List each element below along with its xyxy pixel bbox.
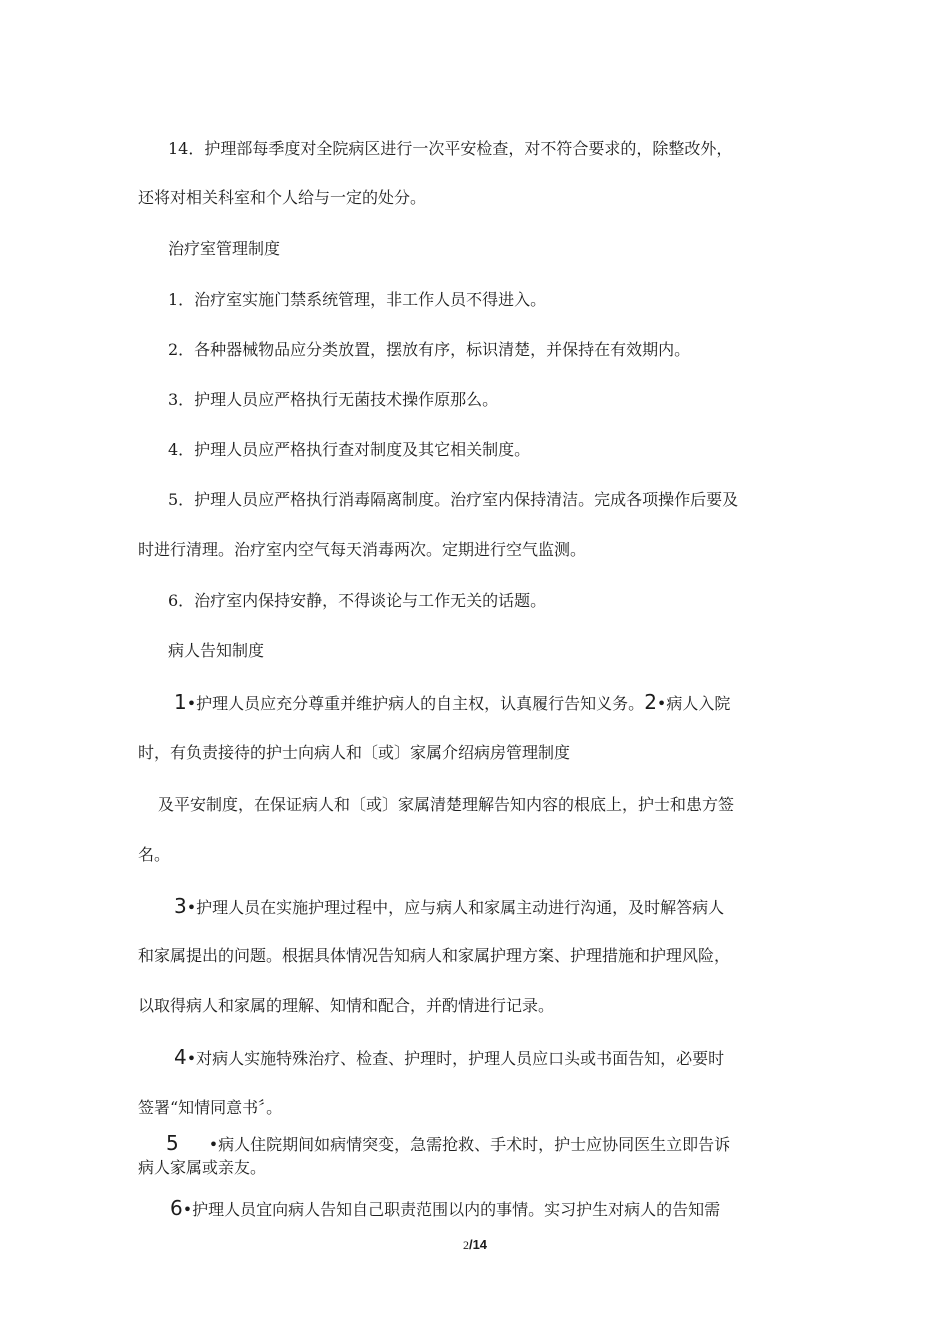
item-number: 5 <box>166 1131 179 1155</box>
notification-item-3-cont-1: 和家属提出的问题。根据具体情况告知病人和家属护理方案、护理措施和护理风险， <box>138 946 731 965</box>
treatment-item-3: 3．护理人员应严格执行无菌技术操作原那么。 <box>168 390 499 409</box>
item-text: •护理人员在实施护理过程中，应与病人和家属主动进行沟通，及时解答病人 <box>186 898 725 917</box>
treatment-item-6: 6．治疗室内保持安静，不得谈论与工作无关的话题。 <box>168 591 547 610</box>
item-text: •护理人员宜向病人告知自己职责范围以内的事情。实习护生对病人的告知需 <box>182 1200 721 1219</box>
intro-line-1: 14．护理部每季度对全院病区进行一次平安检查，对不符合要求的，除整改外， <box>168 139 733 158</box>
notification-item-1-cont-1: 时，有负责接待的护士向病人和〔或〕家属介绍病房管理制度 <box>138 743 571 762</box>
item-number: 6 <box>170 1196 183 1220</box>
notification-item-1-cont-2: 及平安制度，在保证病人和〔或〕家属清楚理解告知内容的根底上，护士和患方签 <box>158 795 735 814</box>
item-text: •病人入院 <box>656 694 731 713</box>
page-current: 2 <box>462 1238 469 1252</box>
treatment-item-5-cont: 时进行清理。治疗室内空气每天消毒两次。定期进行空气监测。 <box>138 540 587 559</box>
intro-line-2: 还将对相关科室和个人给与一定的处分。 <box>138 188 427 207</box>
notification-heading: 病人告知制度 <box>168 641 265 660</box>
notification-item-4 <box>174 1047 724 1069</box>
notification-item-5-cont-1: 病人家属或亲友。 <box>138 1158 267 1177</box>
item-text: •对病人实施特殊治疗、检查、护理时，护理人员应口头或书面告知，必要时 <box>186 1049 725 1068</box>
item-number: 2 <box>644 690 657 714</box>
notification-item-3-cont-2: 以取得病人和家属的理解、知情和配合，并酌情进行记录。 <box>138 996 555 1015</box>
item-text: •护理人员应充分尊重并维护病人的自主权，认真履行告知义务。 <box>186 694 645 713</box>
notification-item-6 <box>170 1198 720 1220</box>
item-number: 3 <box>174 894 187 918</box>
notification-item-3 <box>174 896 724 918</box>
notification-item-5 <box>166 1133 730 1155</box>
notification-item-1-cont-3: 名。 <box>138 845 171 864</box>
treatment-item-1: 1．治疗室实施门禁系统管理，非工作人员不得进入。 <box>168 290 547 309</box>
item-number: 4 <box>174 1045 187 1069</box>
item-text: •病人住院期间如病情突变，急需抢救、手术时，护士应协同医生立即告诉 <box>208 1135 731 1154</box>
item-number: 1 <box>174 690 187 714</box>
notification-item-1 <box>174 692 730 714</box>
treatment-room-heading: 治疗室管理制度 <box>168 239 281 258</box>
notification-item-4-cont-1: 签署“知情同意书〞。 <box>138 1098 283 1117</box>
page-total: /14 <box>468 1237 488 1252</box>
treatment-item-4: 4．护理人员应严格执行查对制度及其它相关制度。 <box>168 440 531 459</box>
page-number <box>0 1237 950 1253</box>
treatment-item-2: 2．各种器械物品应分类放置，摆放有序，标识清楚，并保持在有效期内。 <box>168 340 691 359</box>
treatment-item-5: 5．护理人员应严格执行消毒隔离制度。治疗室内保持清洁。完成各项操作后要及 <box>168 490 739 509</box>
